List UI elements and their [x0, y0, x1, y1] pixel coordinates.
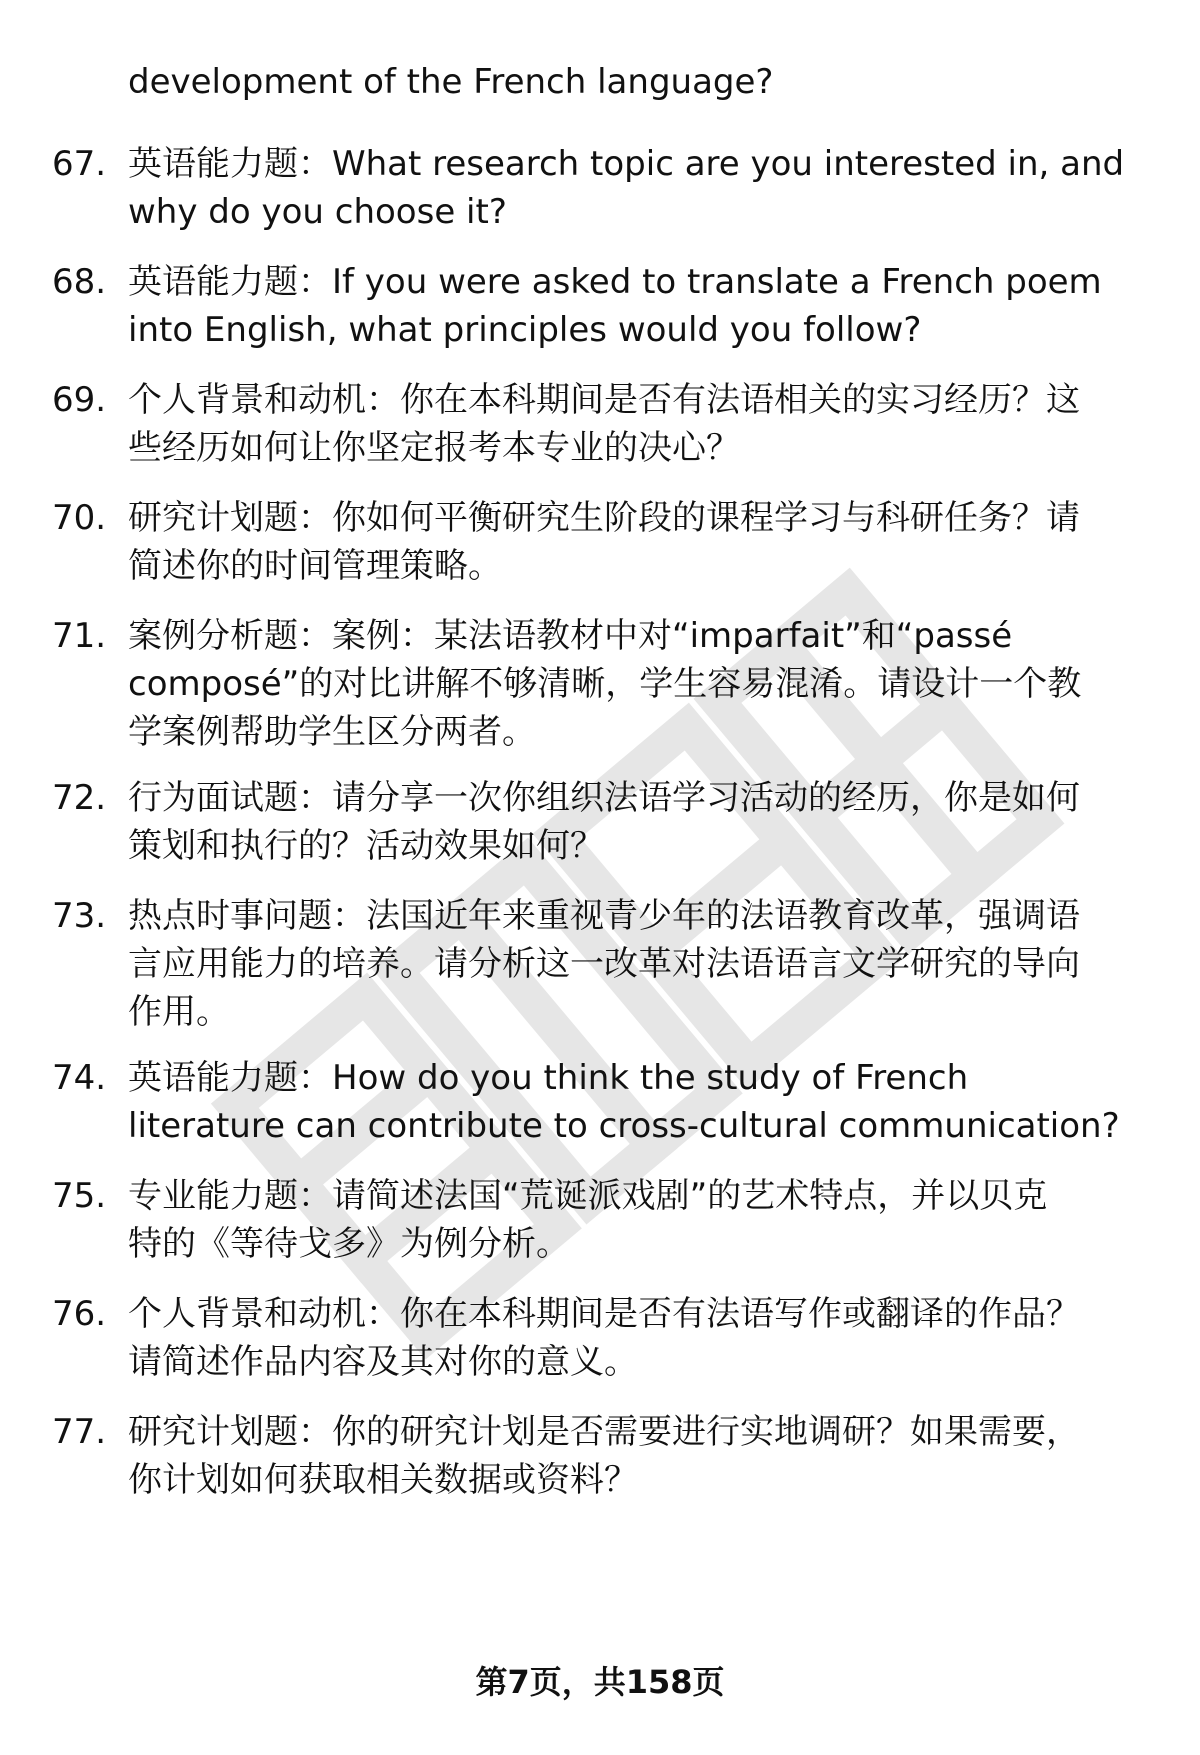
- question-line: 行为面试题：请分享一次你组织法语学习活动的经历，你是如何: [128, 778, 1080, 818]
- question-line: 个人背景和动机：你在本科期间是否有法语相关的实习经历？这: [128, 380, 1080, 420]
- page-footer: 第7页，共158页: [475, 1663, 725, 1701]
- question-line: 英语能力题：What research topic are you interested in, and: [128, 144, 1125, 184]
- question-number: 72.: [52, 778, 107, 818]
- question-number: 77.: [52, 1412, 107, 1452]
- question-line: into English, what principles would you follow?: [128, 310, 922, 350]
- question-line: 简述你的时间管理策略。: [128, 546, 502, 586]
- question-line: 英语能力题：If you were asked to translate a French poem: [128, 262, 1102, 302]
- question-line: 研究计划题：你如何平衡研究生阶段的课程学习与科研任务？请: [128, 498, 1080, 538]
- question-number: 73.: [52, 896, 107, 936]
- question-number: 70.: [52, 498, 107, 538]
- question-number: 71.: [52, 616, 107, 656]
- question-line: 个人背景和动机：你在本科期间是否有法语写作或翻译的作品？: [128, 1294, 1080, 1334]
- question-number: 69.: [52, 380, 107, 420]
- question-line: 案例分析题：案例：某法语教材中对“imparfait”和“passé: [128, 616, 1013, 656]
- question-line: 特的《等待戈多》为例分析。: [128, 1224, 570, 1264]
- question-line: 言应用能力的培养。请分析这一改革对法语语言文学研究的导向: [128, 944, 1080, 984]
- question-line: 热点时事问题：法国近年来重视青少年的法语教育改革，强调语: [128, 896, 1080, 936]
- question-line: 些经历如何让你坚定报考本专业的决心？: [128, 428, 740, 468]
- question-line: 请简述作品内容及其对你的意义。: [128, 1342, 638, 1382]
- question-line: 研究计划题：你的研究计划是否需要进行实地调研？如果需要，: [128, 1412, 1080, 1452]
- question-line: 你计划如何获取相关数据或资料？: [128, 1460, 638, 1500]
- question-line: why do you choose it?: [128, 192, 507, 232]
- question-line: 英语能力题：How do you think the study of French: [128, 1058, 969, 1098]
- question-number: 76.: [52, 1294, 107, 1334]
- question-line: 作用。: [128, 992, 230, 1032]
- question-number: 74.: [52, 1058, 107, 1098]
- question-line: literature can contribute to cross-cultural communication?: [128, 1106, 1120, 1146]
- question-line: 学案例帮助学生区分两者。: [128, 712, 536, 752]
- question-number: 68.: [52, 262, 107, 302]
- question-line: composé”的对比讲解不够清晰，学生容易混淆。请设计一个教: [128, 664, 1082, 704]
- question-line: 专业能力题：请简述法国“荒诞派戏剧”的艺术特点，并以贝克: [128, 1176, 1048, 1216]
- question-number: 67.: [52, 144, 107, 184]
- question-line: 策划和执行的？活动效果如何？: [128, 826, 604, 866]
- continuation-text: development of the French language?: [128, 62, 774, 102]
- question-number: 75.: [52, 1176, 107, 1216]
